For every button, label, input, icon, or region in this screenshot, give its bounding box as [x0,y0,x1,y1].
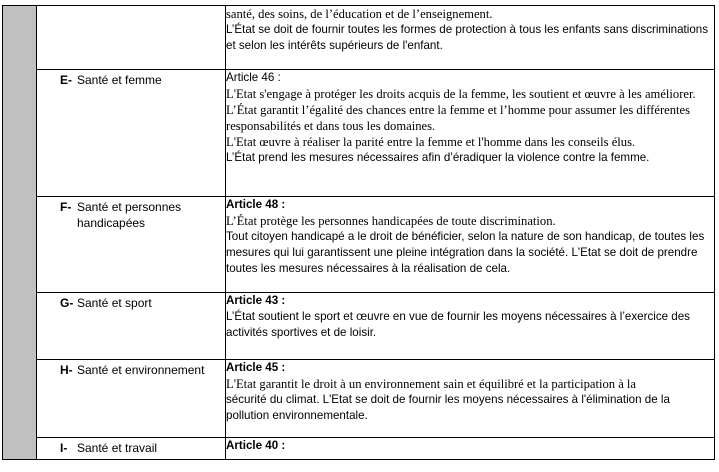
topic-letter: H- [60,363,73,377]
topic-cell [37,70,226,197]
content-cell [226,293,715,360]
topic-label: Santé et travail [77,441,158,455]
paragraph: L'Etat s'engage à protéger les droits acquis de la femme, les soutient et œuvre à les améliorer. [226,87,696,101]
content-cell [226,360,715,438]
topic-letter: G- [60,296,74,310]
topic-label: Santé et personnes handicapées [77,200,182,230]
paragraph: L’État se doit de fournir toutes les formes de protection à tous les enfants sans discriminations et selon les intérêts supérieurs de l'enfant. [226,23,709,52]
paragraph: Tout citoyen handicapé a le droit de bénéficier, selon la nature de son handicap, de toutes les mesures qui lui garantissent une pleine intégration dans la société. L'Etat se doit de prendre toutes les mesures nécessaires à la réalisation de cela. [226,230,705,275]
table-row [3,70,715,197]
paragraph: L'Etat œuvre à réaliser la parité entre la femme et l'homme dans les conseils élus. [226,135,636,149]
paragraph: L’État soutient le sport et œuvre en vue de fournir les moyens nécessaires à l’exercice des activités sportives et de loisir. [226,310,690,339]
topic-label: Santé et environnement [77,363,205,377]
paragraph: santé, des soins, de l’éducation et de l’enseignement. [226,7,493,21]
constitution-table [2,5,715,460]
table-row [3,197,715,293]
topic-cell [37,360,226,438]
content-cell [226,6,715,70]
paragraph: L’État protège les personnes handicapées de toute discrimination. [226,214,556,228]
table-row [3,6,715,70]
article-heading: Article 48 : [226,198,286,211]
article-heading: Article 46 : [226,71,281,84]
topic-cell [37,197,226,293]
topic-label: Santé et femme [77,73,162,87]
content-cell [226,438,715,460]
article-heading: Article 40 : [226,439,286,452]
topic-cell [37,293,226,360]
paragraph: L'Etat garantit le droit à un environnement sain et équilibré et la participation à la [226,377,637,391]
table-row [3,438,715,460]
paragraph: sécurité du climat. L'Etat se doit de fournir les moyens nécessaires à l'élimination de la pollution environnementale. [226,393,670,422]
topic-cell [37,438,226,460]
topic-letter: F- [60,200,72,214]
topic-label: Santé et sport [77,296,152,310]
table-row [3,293,715,360]
topic-cell [37,6,226,70]
article-heading: Article 45 : [226,361,286,374]
paragraph: L’État garantit l’égalité des chances entre la femme et l’homme pour assumer les différentes responsabilités et dans tous les domaines. [226,103,691,133]
paragraph: L’État prend les mesures nécessaires afin d’éradiquer la violence contre la femme. [226,151,650,164]
table-row [3,360,715,438]
article-heading: Article 43 : [226,294,286,307]
content-cell [226,70,715,197]
content-cell [226,197,715,293]
side-margin-bar [3,6,37,460]
topic-letter: E- [60,73,72,87]
topic-letter: I- [60,441,68,455]
